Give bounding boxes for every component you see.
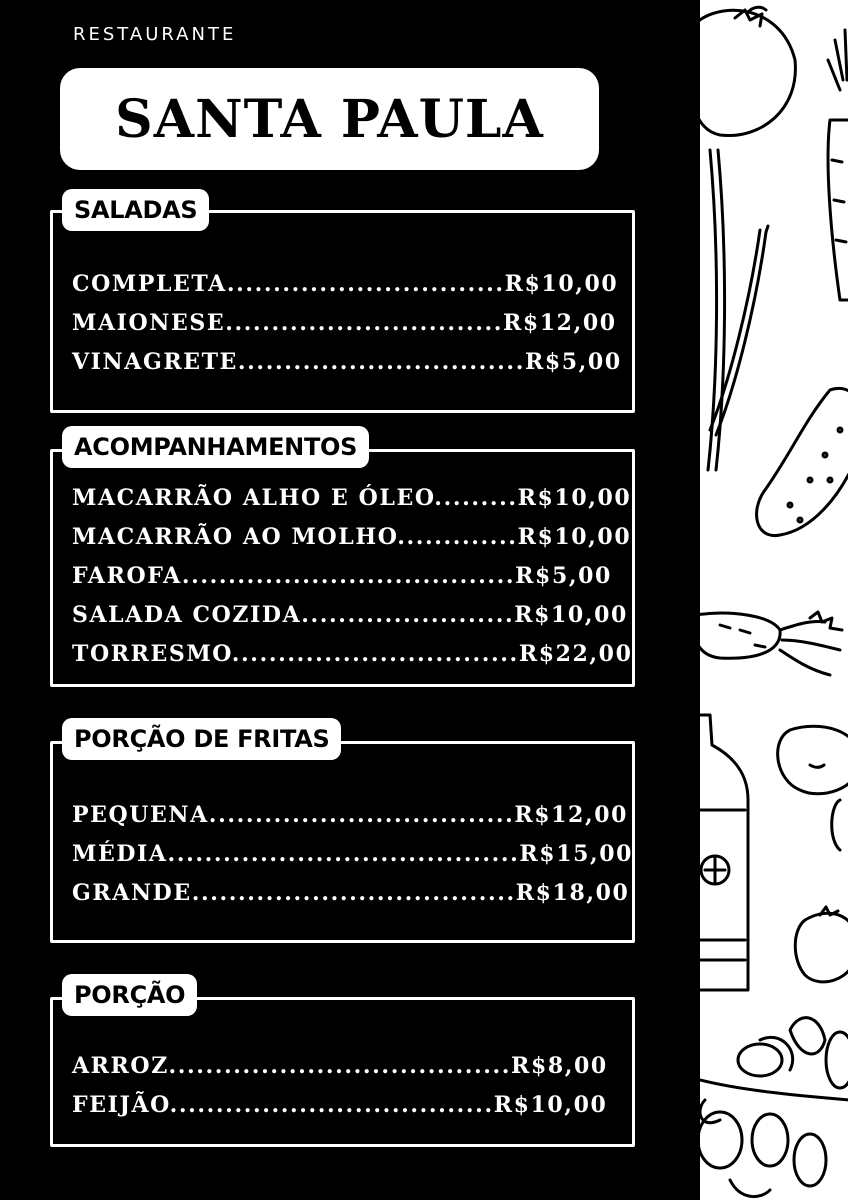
vegetable-drawing [700, 0, 848, 1200]
tomato-icon [700, 7, 795, 135]
tomato-icon [795, 907, 848, 982]
menu-item: PEQUENA.................................R$12,00 [72, 802, 629, 828]
title-box [60, 68, 599, 170]
menu-item: SALADA COZIDA.......................R$10,00 [72, 602, 628, 628]
section-acompanhamentos-tab: ACOMPANHAMENTOS [62, 426, 369, 468]
menu-item: TORRESMO...............................R$22,00 [72, 641, 633, 667]
menu-item: VINAGRETE...............................R$5,00 [72, 349, 622, 375]
menu-item: ARROZ.....................................R$8,00 [72, 1053, 608, 1079]
potato-icon [778, 726, 848, 850]
cucumber-icon [757, 388, 848, 535]
section-fritas-tab: PORÇÃO DE FRITAS [62, 718, 341, 760]
menu-item: FEIJÃO...................................R$10,00 [72, 1092, 608, 1118]
menu-item: MACARRÃO ALHO E ÓLEO.........R$10,00 [72, 485, 632, 511]
section-saladas-tab: SALADAS [62, 189, 209, 231]
menu-item: MACARRÃO AO MOLHO.............R$10,00 [72, 524, 632, 550]
vegetable-illustrations [700, 0, 848, 1200]
restaurant-name: SANTA PAULA [115, 88, 544, 150]
menu-item: GRANDE...................................R$18,00 [72, 880, 630, 906]
carrot-icon [700, 612, 842, 675]
carrot-icon [828, 30, 848, 300]
menu-item: MAIONESE..............................R$12,00 [72, 310, 617, 336]
menu-item: MÉDIA......................................R$15,00 [72, 841, 634, 867]
menu-item: FAROFA....................................R$5,00 [72, 563, 612, 589]
olives-icon [700, 1018, 848, 1197]
menu-item: COMPLETA..............................R$10,00 [72, 271, 619, 297]
section-porcao-tab: PORÇÃO [62, 974, 197, 1016]
oil-bottle-icon [700, 715, 748, 990]
leek-icon [708, 150, 768, 470]
restaurant-eyebrow: RESTAURANTE [73, 24, 237, 45]
